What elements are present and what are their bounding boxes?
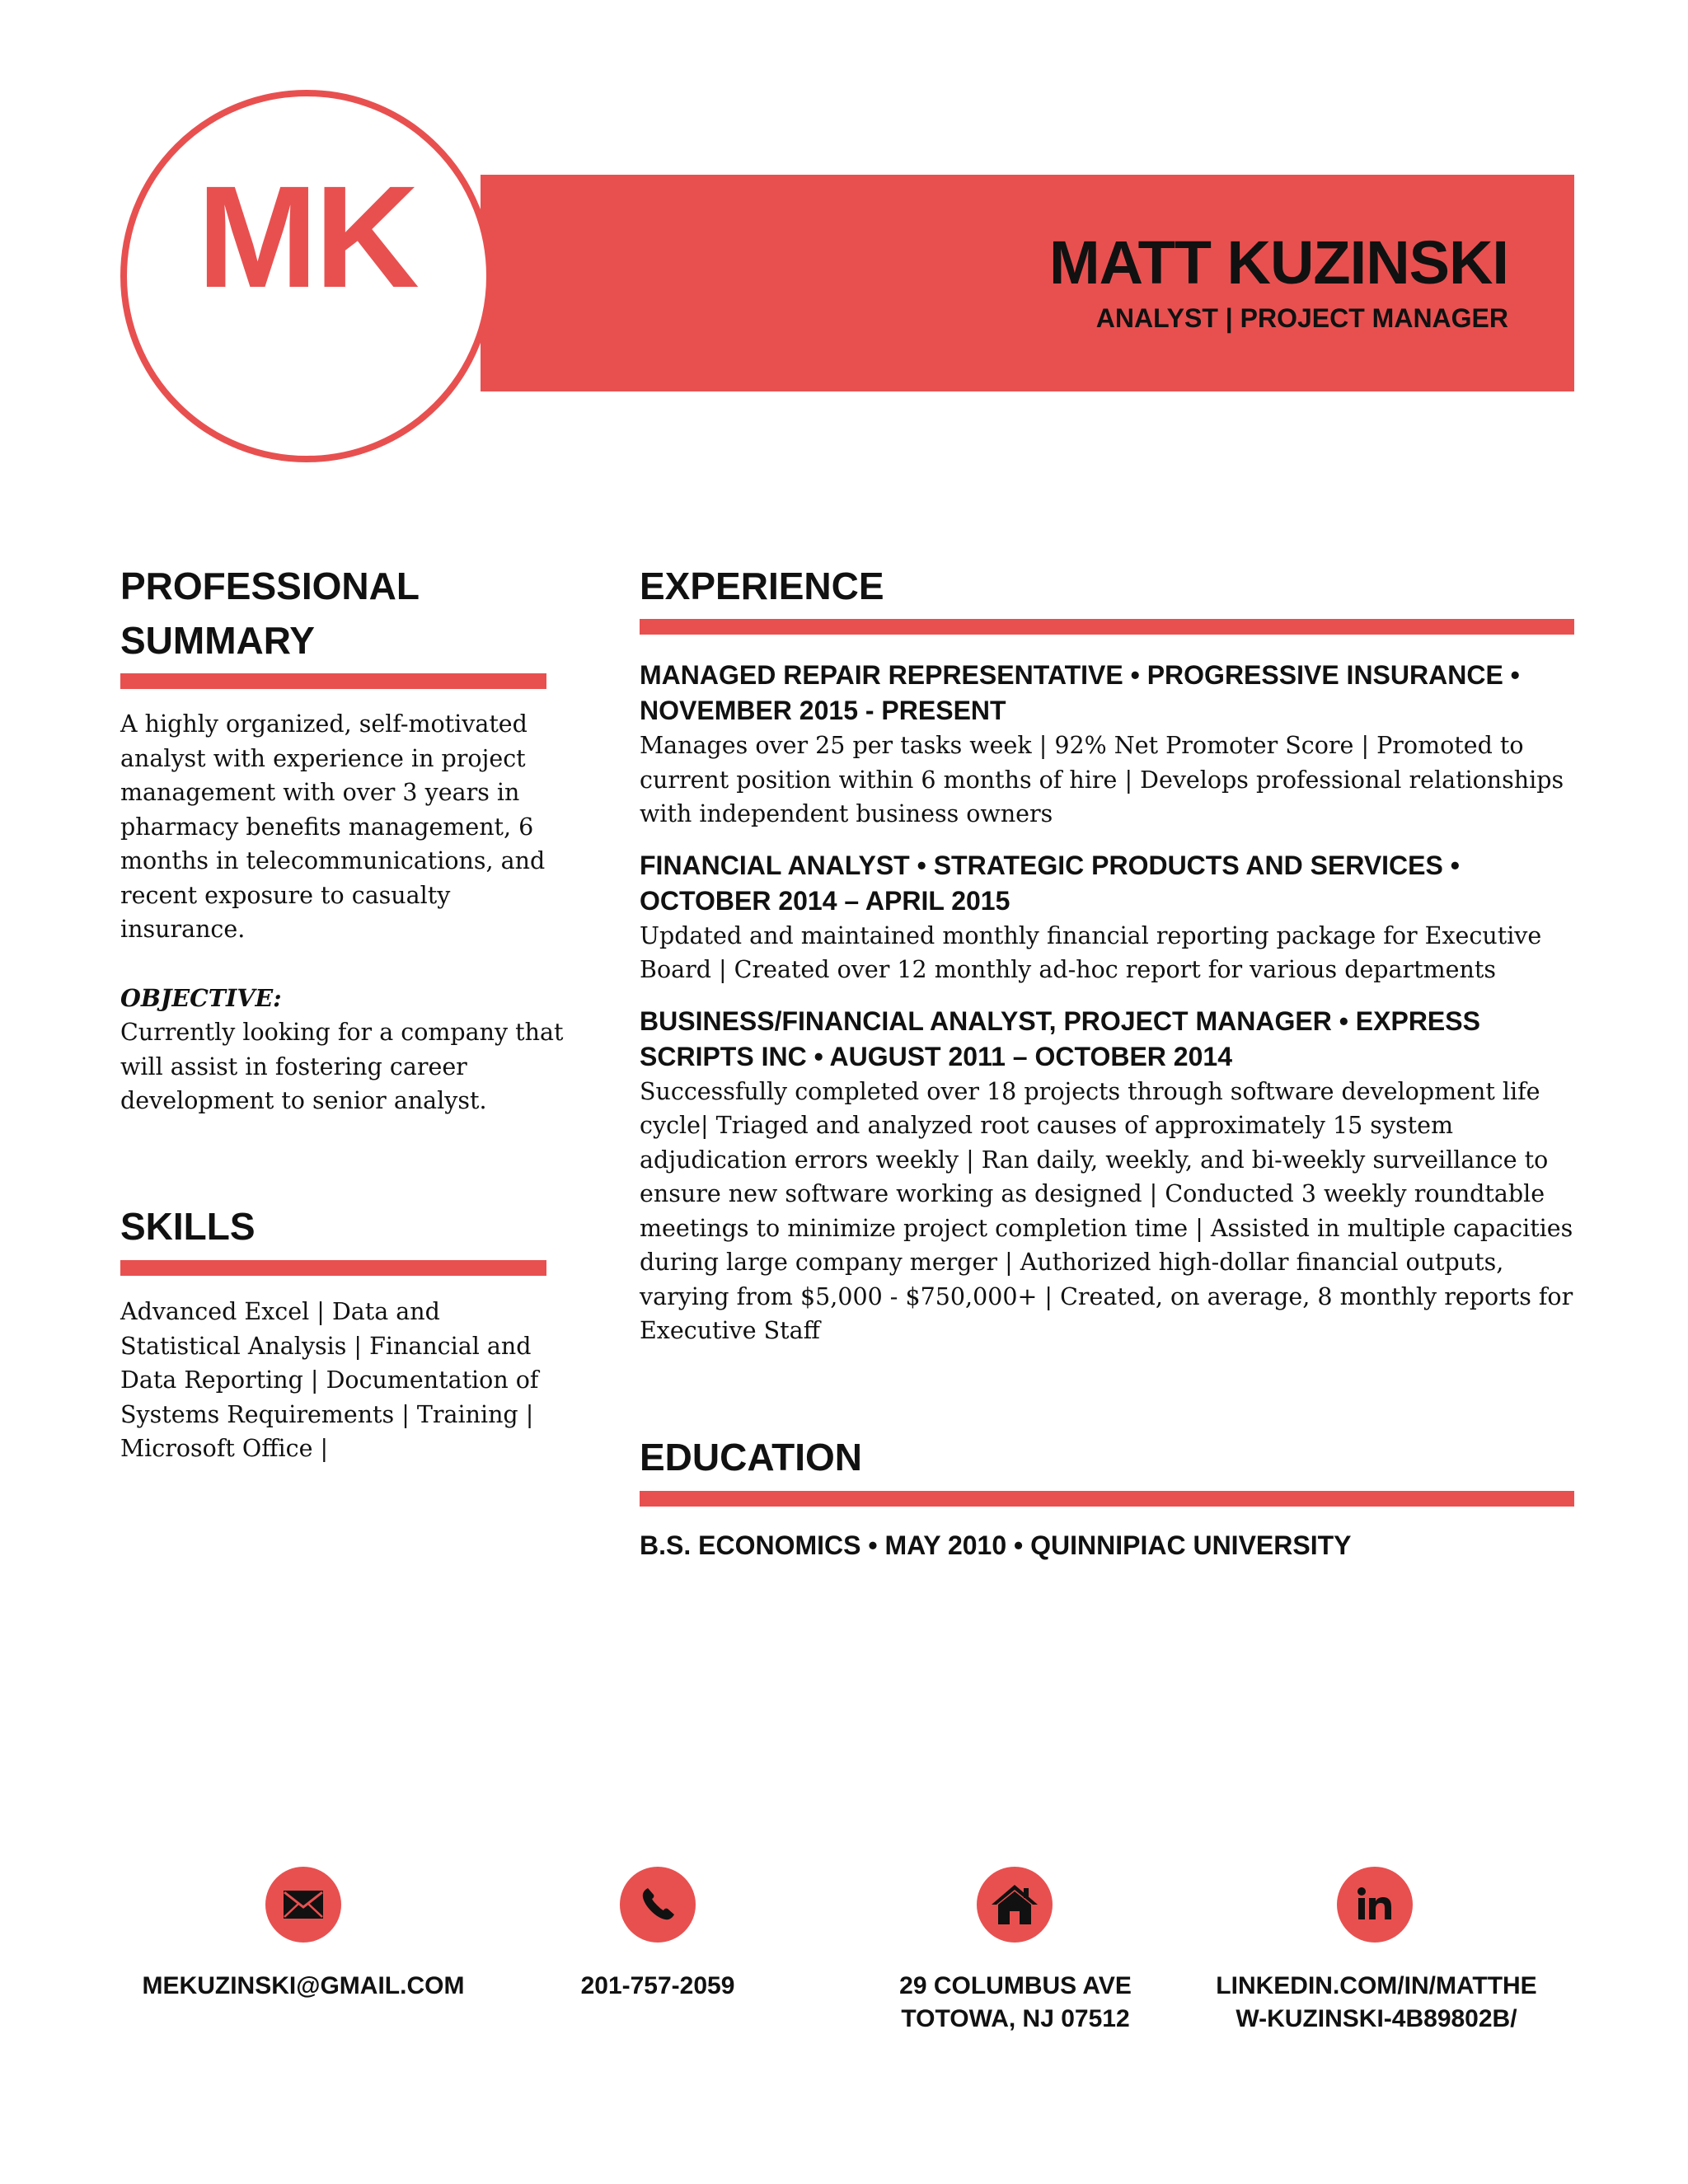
skills-divider [120,1260,546,1276]
job-description: Manages over 25 per tasks week | 92% Net Promoter Score | Promoted to current position within 6 months of hire | Develops professional relationships with independent business owners [640,732,1564,827]
contact-email-text[interactable] [122,1970,485,2003]
summary-divider [120,673,546,689]
candidate-name: MATT KUZINSKI [1049,228,1508,297]
objective-text: Currently looking for a company that will assist in fostering career development to senior analyst. [120,1019,564,1114]
summary-heading-line2: SUMMARY [120,619,315,662]
linkedin-icon [1337,1867,1413,1943]
job-title: MANAGED REPAIR REPRESENTATIVE • PROGRESSIVE INSURANCE • NOVEMBER 2015 - PRESENT [640,660,1520,725]
education-divider [640,1491,1574,1507]
phone-number[interactable]: 201-757-2059 [580,1972,735,1999]
linkedin-url-line2[interactable]: W-KUZINSKI-4B89802B/ [1236,2005,1517,2032]
summary-heading-line1: PROFESSIONAL [120,565,420,607]
address-line2: TOTOWA, NJ 07512 [901,2005,1130,2032]
job-description: Successfully completed over 18 projects through software development life cycle| Triaged and analyzed root causes of approximately 15 system adjudication errors weekly | Ran daily, weekly, and bi-weekly surveillance to ensure new software working as designed | Conducted 3 weekly roundtable meetings to minimize project completion time | Assisted in multiple capacities during large company merger | Authorized high-dollar financial outputs, varying from $5,000 - $750,000+ | Created, on average, 8 monthly reports for Executive Staff [640,1077,1573,1344]
home-icon [977,1867,1053,1943]
monogram: MK [197,157,416,318]
contact-email [265,1867,341,1943]
contact-linkedin-text[interactable] [1195,1970,1558,2036]
job-entry [640,848,1579,987]
skills-text: Advanced Excel | Data and Statistical Analysis | Financial and Data Reporting | Documentation of Systems Requirements | Training | Microsoft Office | [120,1298,539,1462]
experience-heading: EXPERIENCE [640,565,884,607]
contact-address [977,1867,1053,1943]
experience-list [640,658,1579,1365]
summary-heading [120,559,549,668]
contact-phone [620,1867,696,1943]
address-line1: 29 COLUMBUS AVE [899,1972,1132,1999]
job-description: Updated and maintained monthly financial reporting package for Executive Board | Created over 12 monthly ad-hoc report for various departments [640,921,1542,983]
email-address[interactable]: MEKUZINSKI@GMAIL.COM [142,1972,465,1999]
job-entry [640,1004,1579,1348]
contact-phone-text[interactable] [511,1970,804,2003]
phone-icon [620,1867,696,1943]
summary-text: A highly organized, self-motivated analyst with experience in project management with over 3 years in pharmacy benefits management, 6 months in telecommunications, and recent exposure to casualty insurance. [120,710,546,943]
contact-linkedin [1337,1867,1413,1943]
job-entry [640,658,1579,832]
education-entry: B.S. ECONOMICS • MAY 2010 • QUINNIPIAC UNIVERSITY [640,1530,1352,1560]
job-title: FINANCIAL ANALYST • STRATEGIC PRODUCTS AND SERVICES • OCTOBER 2014 – APRIL 2015 [640,850,1460,916]
linkedin-url-line1[interactable]: LINKEDIN.COM/IN/MATTHE [1216,1972,1537,1999]
education-heading: EDUCATION [640,1436,863,1479]
experience-divider [640,619,1574,635]
candidate-subtitle: ANALYST | PROJECT MANAGER [1095,303,1508,333]
job-title: BUSINESS/FINANCIAL ANALYST, PROJECT MANAGER • EXPRESS SCRIPTS INC • AUGUST 2011 – OCTOBER 2014 [640,1005,1480,1071]
envelope-icon [265,1867,341,1943]
objective-label: OBJECTIVE: [120,984,282,1012]
contact-address-text [851,1970,1180,2036]
skills-heading: SKILLS [120,1205,256,1248]
